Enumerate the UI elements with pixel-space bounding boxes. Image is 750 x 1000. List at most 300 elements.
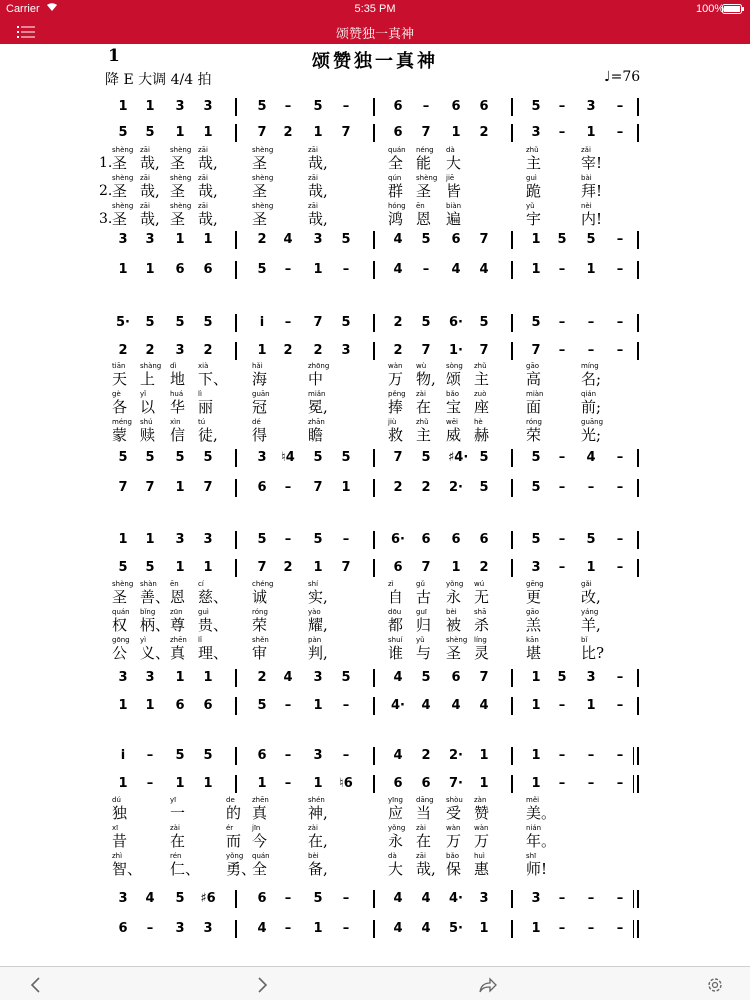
note: 5 [341,315,351,330]
settings-gear-icon[interactable] [705,975,725,995]
lyric-char [308,390,344,416]
pinyin: guāng [581,418,604,426]
pinyin: guì [198,608,209,616]
hanzi: 全 [388,154,404,172]
note: 7 [257,560,267,575]
barline [235,669,237,687]
lyric-char [112,824,148,850]
note: 1 [175,560,185,575]
note: 5 [313,99,323,114]
hanzi: 比? [581,644,605,662]
hanzi: 与 [416,644,432,662]
hanzi: 冕, [308,398,328,416]
barline [235,98,237,116]
barline [637,314,639,332]
note: – [616,748,624,763]
pinyin: zì [388,580,394,588]
note: 5 [531,315,541,330]
lyric-char [170,852,206,878]
note: 6 [118,921,128,936]
note: – [284,921,292,936]
pinyin: bèi [308,852,319,860]
lyric-char [170,824,206,850]
note: 5 [118,125,128,140]
note: 3 [203,921,213,936]
pinyin: zāi [198,174,208,182]
hanzi: 赞 [474,804,490,822]
hanzi: 公 [112,644,128,662]
pinyin: lǐ [198,636,202,644]
notation-row [0,479,750,499]
hanzi: 荣 [252,616,268,634]
hanzi: 独 [112,804,128,822]
hanzi: 哉, [308,210,328,228]
hanzi: 捧 [388,398,404,416]
note: – [587,891,595,906]
pinyin: gǔ [416,580,425,588]
share-icon[interactable] [478,975,498,995]
pinyin: shěn [252,636,269,644]
note: 4 [479,262,489,277]
barline [637,449,639,467]
note: 1 [531,670,541,685]
pinyin: xià [198,362,209,370]
note: – [616,891,624,906]
note: 5 [203,748,213,763]
verse-number: 3. [99,211,113,227]
lyric-char [198,174,234,200]
note: – [558,776,566,791]
lyric-char [474,796,510,822]
pinyin: bèi [446,608,457,616]
hanzi: 圣 [112,210,128,228]
pinyin: zāi [140,146,150,154]
note: 5 [531,532,541,547]
battery-icon [722,4,744,14]
hanzi: 荣 [526,426,542,444]
pinyin: wàn [388,362,403,370]
note: – [342,262,350,277]
hanzi: 永 [388,832,404,850]
note: ♯6 [200,891,216,906]
note: 7 [145,480,155,495]
note: 1 [313,921,323,936]
note: 1 [313,125,323,140]
note: 3 [479,891,489,906]
pinyin: zāi [140,202,150,210]
note: 4 [393,891,403,906]
note: – [284,315,292,330]
hanzi: 哉, [140,182,160,200]
hanzi: 鸿 [388,210,404,228]
pinyin: sòng [446,362,463,370]
pinyin: xī [112,824,119,832]
pinyin: shí [308,580,319,588]
lyric-char [581,636,617,662]
note: 5 [175,315,185,330]
notation-row [0,697,750,717]
barline [637,231,639,249]
hanzi: 柄、 [140,616,171,634]
lyric-char [526,580,562,606]
lyric-row [0,580,750,606]
lyric-row [0,174,750,200]
note: – [616,532,624,547]
hanzi: 上 [140,370,156,388]
hanzi: 神, [308,804,328,822]
note: 1 [203,670,213,685]
note: 5 [341,670,351,685]
lyric-char [252,636,288,662]
hanzi: 判, [308,644,328,662]
note: – [558,532,566,547]
note: 1 [586,560,596,575]
note: 1 [118,262,128,277]
note: 3 [313,748,323,763]
note: 5 [313,891,323,906]
pinyin: zhōng [308,362,330,370]
pinyin: guì [526,174,537,182]
pinyin: yì [140,636,147,644]
hanzi: 被 [446,616,462,634]
hanzi: 在, [308,832,328,850]
hanzi: 哉, [140,210,160,228]
notation-row [0,98,750,118]
note: 7 [421,343,431,358]
note: 5 [313,532,323,547]
lyric-char [198,362,234,388]
barline [235,775,237,793]
note: 2 [283,125,293,140]
note: 4 [421,698,431,713]
hanzi: 皆 [446,182,462,200]
hanzi: 应 [388,804,404,822]
note: 2 [257,232,267,247]
barline [633,890,634,908]
verse-number: 2. [99,183,113,199]
hanzi: 在 [416,398,432,416]
lyric-char [308,796,344,822]
pinyin: gāo [526,608,540,616]
pinyin: zhǔ [416,418,429,426]
note: 5· [449,921,463,936]
note: 6 [451,232,461,247]
pinyin: yǔ [526,202,535,210]
pinyin: shén [308,796,325,804]
note: – [616,315,624,330]
note: 2 [145,343,155,358]
lyric-char [474,418,510,444]
pinyin: zhì [112,852,123,860]
note: – [146,748,154,763]
hanzi: 华 [170,398,186,416]
note: 6 [203,698,213,713]
pinyin: ēn [170,580,179,588]
pinyin: shuí [388,636,403,644]
note: – [558,698,566,713]
hanzi: 以 [140,398,156,416]
hanzi: 无 [474,588,490,606]
hanzi: 归 [416,616,432,634]
note: – [284,262,292,277]
note: 3 [531,560,541,575]
hanzi: 保 [446,860,462,878]
lyric-row [0,608,750,634]
pinyin: shèng [112,202,134,210]
note: – [342,698,350,713]
hanzi: 受 [446,804,462,822]
pinyin: bǐng [140,608,156,616]
pinyin: gāo [526,362,540,370]
note: 3 [175,921,185,936]
pinyin: shèng [112,174,134,182]
barline [511,449,513,467]
barline [373,261,375,279]
note: 4 [393,262,403,277]
note: 4· [449,891,463,906]
note: 7 [479,343,489,358]
barline [373,747,375,765]
note: 3 [257,450,267,465]
barline [637,531,639,549]
tempo-mark: ♩=76 [604,69,641,85]
note: 5 [586,532,596,547]
note: 5 [145,315,155,330]
barline [511,342,513,360]
pinyin: wàn [446,824,461,832]
note: – [558,891,566,906]
hanzi: 恩 [416,210,432,228]
note: 2 [393,480,403,495]
barline [235,342,237,360]
barline [373,920,375,938]
hanzi: 万 [474,832,490,850]
lyric-char [526,362,562,388]
pinyin: wàn [474,824,489,832]
hanzi: 勇、 [226,860,257,878]
notation-row [0,775,750,795]
lyric-char [308,636,344,662]
barline [373,124,375,142]
hanzi: 堪 [526,644,542,662]
pinyin: shèng [112,146,134,154]
hanzi: 万 [446,832,462,850]
note: 6 [451,99,461,114]
hanzi: 地 [170,370,186,388]
pinyin: gè [112,390,121,398]
note: 1 [203,776,213,791]
pinyin: dì [170,362,177,370]
note: 1 [586,262,596,277]
note: 6 [479,532,489,547]
note: 1 [479,921,489,936]
note: ♮6 [339,776,353,791]
note: 7 [393,450,403,465]
hymn-number: 1 [108,46,120,66]
note: – [616,125,624,140]
back-chevron-icon[interactable] [26,975,46,995]
note: 1 [175,670,185,685]
note: 4 [393,232,403,247]
note: 3 [313,232,323,247]
lyric-char [170,796,206,822]
note: – [284,532,292,547]
lyric-char [526,852,562,878]
lyric-char [474,362,510,388]
lyric-char [581,202,617,228]
note: 3 [341,343,351,358]
note: – [284,698,292,713]
hanzi: 天 [112,370,128,388]
lyric-char [198,202,234,228]
barline [235,890,237,908]
pinyin: zāi [198,202,208,210]
pinyin: dú [112,796,121,804]
note: i [259,315,265,330]
lyric-char [198,580,234,606]
note: 1 [203,125,213,140]
note: 7· [449,776,463,791]
pinyin: qián [581,390,597,398]
pinyin: xìn [170,418,181,426]
pinyin: róng [526,418,542,426]
note: – [587,315,595,330]
pinyin: shàng [140,362,162,370]
tempo-value: =76 [610,69,641,85]
hanzi: 真 [252,804,268,822]
note: – [616,776,624,791]
hanzi: 师! [526,860,548,878]
pinyin: líng [474,636,487,644]
lyric-char [581,608,617,634]
lyric-char [308,852,344,878]
hanzi: 圣 [170,154,186,172]
lyric-char [252,580,288,606]
hanzi: 审 [252,644,268,662]
pinyin: yǔ [416,636,425,644]
pinyin: biàn [446,202,462,210]
pinyin: yī [170,796,177,804]
note: 2 [479,560,489,575]
pinyin: hǎi [252,362,263,370]
note: 6 [421,776,431,791]
hanzi: 在 [170,832,186,850]
hanzi: 圣 [112,154,128,172]
note: 1 [531,232,541,247]
note: 5 [257,99,267,114]
note: – [342,921,350,936]
nav-bar [0,20,750,44]
barline [373,531,375,549]
note: 1 [145,698,155,713]
note: 1 [531,748,541,763]
pinyin: quán [252,852,270,860]
barline [633,920,634,938]
note: 4 [421,891,431,906]
hanzi: 信 [170,426,186,444]
note: 5 [479,480,489,495]
barline [235,559,237,577]
clock: 5:35 PM [354,3,396,15]
pinyin: kān [526,636,539,644]
pinyin: jīn [252,824,261,832]
lyric-char [474,390,510,416]
note: – [587,776,595,791]
hanzi: 光; [581,426,602,444]
lyric-char [526,796,562,822]
hymn-title: 颂赞独一真神 [312,51,438,72]
note: 2 [313,343,323,358]
hanzi: 全 [252,860,268,878]
notation-row [0,342,750,362]
pinyin: lì [198,390,202,398]
lyric-row [0,146,750,172]
pinyin: ēn [416,202,425,210]
note: 3 [175,532,185,547]
note: 5 [175,450,185,465]
pinyin: bǎo [446,390,460,398]
note: 1 [145,532,155,547]
hanzi: 哉, [198,210,218,228]
lyric-char [474,636,510,662]
hanzi: 慈、 [198,588,229,606]
lyric-char [581,146,617,172]
barline [511,559,513,577]
note: 1 [451,560,461,575]
lyric-row [0,824,750,850]
note: 1 [531,698,541,713]
note: – [422,99,430,114]
hanzi: 智、 [112,860,143,878]
forward-chevron-icon[interactable] [252,975,272,995]
lyric-char [308,146,344,172]
hanzi: 贵、 [198,616,229,634]
hanzi: 冠 [252,398,268,416]
pinyin: quán [112,608,130,616]
barline [511,531,513,549]
note: 5 [257,532,267,547]
pinyin: méng [112,418,133,426]
lyric-char [252,608,288,634]
hanzi: 下、 [198,370,229,388]
note: 1 [175,776,185,791]
note: 3 [145,670,155,685]
pinyin: bǎo [446,852,460,860]
hanzi: 昔 [112,832,128,850]
lyric-char [308,608,344,634]
lyric-char [474,824,510,850]
note: 1 [479,776,489,791]
hanzi: 永 [446,588,462,606]
hanzi: 权 [112,616,128,634]
hanzi: 面 [526,398,542,416]
barline [511,697,513,715]
pinyin: pěng [388,390,406,398]
note: 2 [283,343,293,358]
note: 2 [421,480,431,495]
hanzi: 大 [388,860,404,878]
note: 1 [451,125,461,140]
pinyin: rén [170,852,182,860]
pinyin: zāi [140,174,150,182]
pinyin: dōu [388,608,402,616]
note: 2 [283,560,293,575]
note: 3 [586,99,596,114]
note: 5 [341,450,351,465]
hanzi: 拜! [581,182,603,200]
pinyin: zǎi [581,146,591,154]
note: – [558,99,566,114]
